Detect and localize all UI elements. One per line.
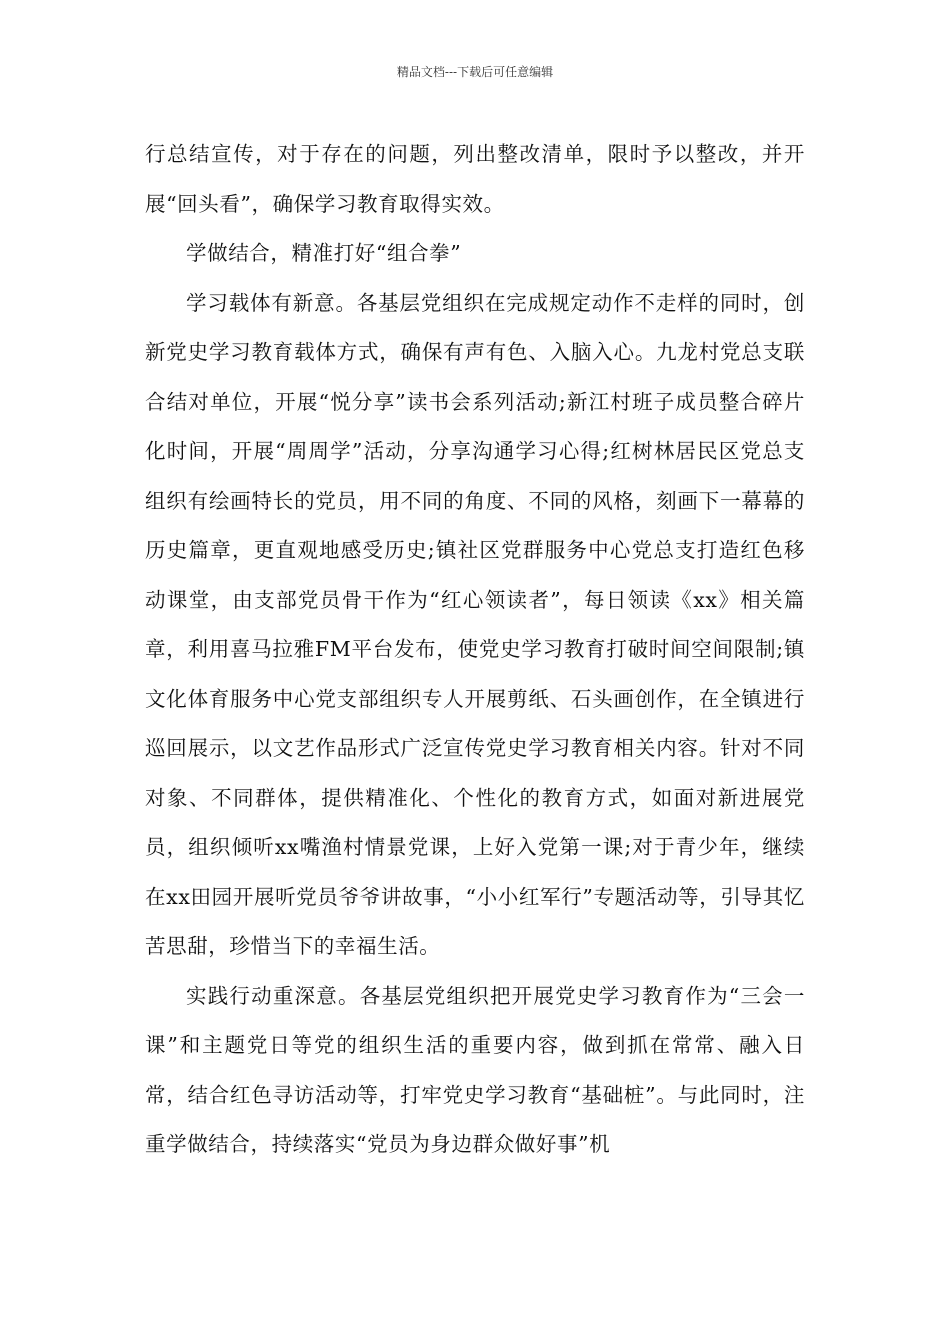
paragraph-learning-carriers: 学习载体有新意。各基层党组织在完成规定动作不走样的同时，创新党史学习教育载体方式，确保有声有色、入脑入心。九龙村党总支联合结对单位，开展“悦分享”读书会系列活动;新江村班子成员整合碎片化时间，开展“周周学”活动，分享沟通学习心得;红树林居民区党总支组织有绘画特长的党员，用不同的角度、不同的风格，刻画下一幕幕的历史篇章，更直观地感受历史;镇社区党群服务中心党总支打造红色移动课堂，由支部党员骨干作为“红心领读者”，每日领读《xx》相关篇章，利用喜马拉雅FM平台发布，使党史学习教育打破时间空间限制;镇文化体育服务中心党支部组织专人开展剪纸、石头画创作，在全镇进行巡回展示，以文艺作品形式广泛宣传党史学习教育相关内容。针对不同对象、不同群体，提供精准化、个性化的教育方式，如面对新进展党员，组织倾听xx嘴渔村情景党课，上好入党第一课;对于青少年，继续在xx田园开展听党员爷爷讲故事，“小小红军行”专题活动等，引导其忆苦思甜，珍惜当下的幸福生活。 [145, 290, 805, 958]
paragraph-continuation: 行总结宣传，对于存在的问题，列出整改清单，限时予以整改，并开展“回头看”，确保学习教育取得实效。 [145, 142, 805, 216]
section-heading: 学做结合，精准打好“组合拳” [186, 241, 462, 265]
document-body [145, 130, 805, 1170]
page-header: 精品文档---下载后可任意编辑 [396, 65, 554, 79]
paragraph-practice-actions: 实践行动重深意。各基层党组织把开展党史学习教育作为“三会一课”和主题党日等党的组织生活的重要内容，做到抓在常常、融入日常，结合红色寻访活动等，打牢党史学习教育“基础桩”。与此同时，注重学做结合，持续落实“党员为身边群众做好事”机 [145, 983, 805, 1156]
